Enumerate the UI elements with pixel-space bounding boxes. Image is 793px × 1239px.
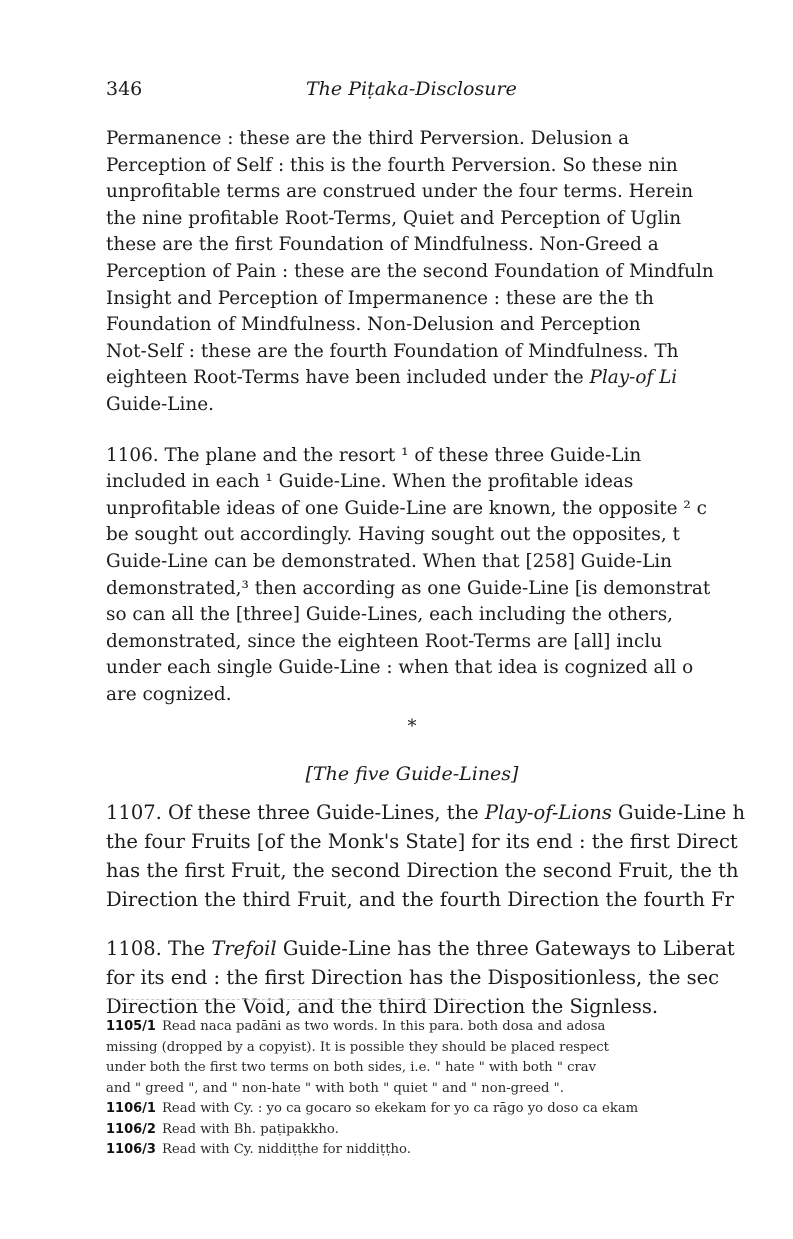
text-line: unprofitable ideas of one Guide-Line are known, the opposite ² c	[106, 497, 707, 519]
footnote-text: Read with Cy. niddiṭṭhe for niddiṭṭho.	[161, 1142, 411, 1157]
text-line: for its end : the first Direction has the Dispositionless, the sec	[106, 966, 720, 990]
text-line: Insight and Perception of Impermanence : these are the th	[106, 287, 654, 309]
text-line: the nine profitable Root-Terms, Quiet and Perception of Uglin	[106, 207, 682, 229]
text-line: Guide-Line can be demonstrated. When that [258] Guide-Lin	[106, 550, 673, 572]
footnote-divider	[106, 999, 466, 1000]
text-run: eighteen Root-Terms have been included under the	[106, 367, 590, 389]
footnote-line	[106, 1017, 778, 1038]
text-line	[106, 934, 778, 963]
footnote-line: missing (dropped by a copyist). It is possible they should be placed respect	[106, 1039, 609, 1055]
text-line	[106, 365, 778, 392]
section-heading: [The five Guide-Lines]	[305, 763, 519, 786]
paragraph-1105-continuation	[106, 126, 778, 419]
text-line: be sought out accordingly. Having sought out the opposites, t	[106, 524, 680, 546]
italic-run: Play-of Li	[589, 367, 678, 389]
text-run: 1107. Of these three Guide-Lines, the	[106, 801, 485, 825]
text-line: 1106. The plane and the resort ¹ of these three Guide-Lin	[106, 444, 642, 466]
footnote-line: under both the first two terms on both sides, i.e. " hate " with both " crav	[106, 1060, 597, 1075]
footnotes	[106, 1017, 778, 1161]
footnote-text: Read naca padāni as two words. In this para. both dosa and adosa	[161, 1019, 606, 1034]
text-line: Direction the third Fruit, and the fourth Direction the fourth Fr	[106, 888, 734, 912]
footnote-ref: 1106/1	[106, 1101, 156, 1116]
text-line: Perception of Pain : these are the second Foundation of Mindfuln	[106, 260, 714, 282]
text-line: Direction the Void, and the third Direction the Signless.	[106, 995, 659, 1019]
italic-run: Play-of-Lions	[484, 801, 612, 825]
body-text	[106, 126, 778, 1021]
text-run: 1108. The	[106, 937, 212, 961]
text-line: included in each ¹ Guide-Line. When the profitable ideas	[106, 471, 634, 493]
footnote-1106-2	[106, 1120, 778, 1141]
footnote-1105-1	[106, 1017, 778, 1099]
text-line: these are the first Foundation of Mindfulness. Non-Greed a	[106, 234, 659, 256]
text-line: demonstrated,³ then according as one Guide-Line [is demonstrat	[106, 577, 711, 599]
footnote-1106-3	[106, 1140, 778, 1161]
footnote-line: and " greed ", and " non-hate " with both " quiet " and " non-greed ".	[106, 1080, 564, 1096]
paragraph-1107	[106, 798, 778, 914]
text-line: Not-Self : these are the fourth Foundation of Mindfulness. Th	[106, 340, 679, 362]
text-line: under each single Guide-Line : when that idea is cognized all o	[106, 657, 694, 679]
footnote-ref: 1106/2	[106, 1121, 156, 1137]
text-run: Guide-Line has the three Gateways to Liberat	[276, 937, 735, 961]
footnote-ref: 1105/1	[106, 1019, 156, 1034]
text-line: are cognized.	[106, 683, 232, 705]
text-line: Foundation of Mindfulness. Non-Delusion and Perception	[106, 314, 641, 336]
text-line: demonstrated, since the eighteen Root-Terms are [all] inclu	[106, 630, 663, 652]
text-line: Perception of Self : this is the fourth Perversion. So these nin	[106, 154, 678, 176]
italic-run: Trefoil	[211, 937, 277, 961]
footnote-1106-1	[106, 1099, 778, 1120]
paragraph-1106	[106, 443, 778, 709]
footnote-ref: 1106/3	[106, 1142, 156, 1157]
text-line: unprofitable terms are construed under the four terms. Herein	[106, 181, 694, 203]
text-line: Permanence : these are the third Perversion. Delusion a	[106, 128, 630, 149]
text-line: the four Fruits [of the Monk's State] for its end : the first Direct	[106, 830, 738, 854]
section-break-asterisk: *	[407, 716, 417, 738]
text-line: has the first Fruit, the second Direction the second Fruit, the th	[106, 859, 739, 883]
footnote-text: Read with Cy. : yo ca gocaro so ekekam for yo ca rāgo yo doso ca ekam	[161, 1101, 639, 1116]
paragraph-1108	[106, 934, 778, 1021]
text-line	[106, 798, 778, 827]
footnote-text: Read with Bh. paṭipakkho.	[161, 1121, 339, 1137]
page-header	[106, 78, 766, 104]
text-line: so can all the [three] Guide-Lines, each including the others,	[106, 604, 674, 626]
page-number: 346	[106, 78, 143, 100]
running-title: The Piṭaka-Disclosure	[306, 78, 517, 100]
text-line: Guide-Line.	[106, 393, 214, 415]
text-run: Guide-Line h	[611, 801, 746, 825]
